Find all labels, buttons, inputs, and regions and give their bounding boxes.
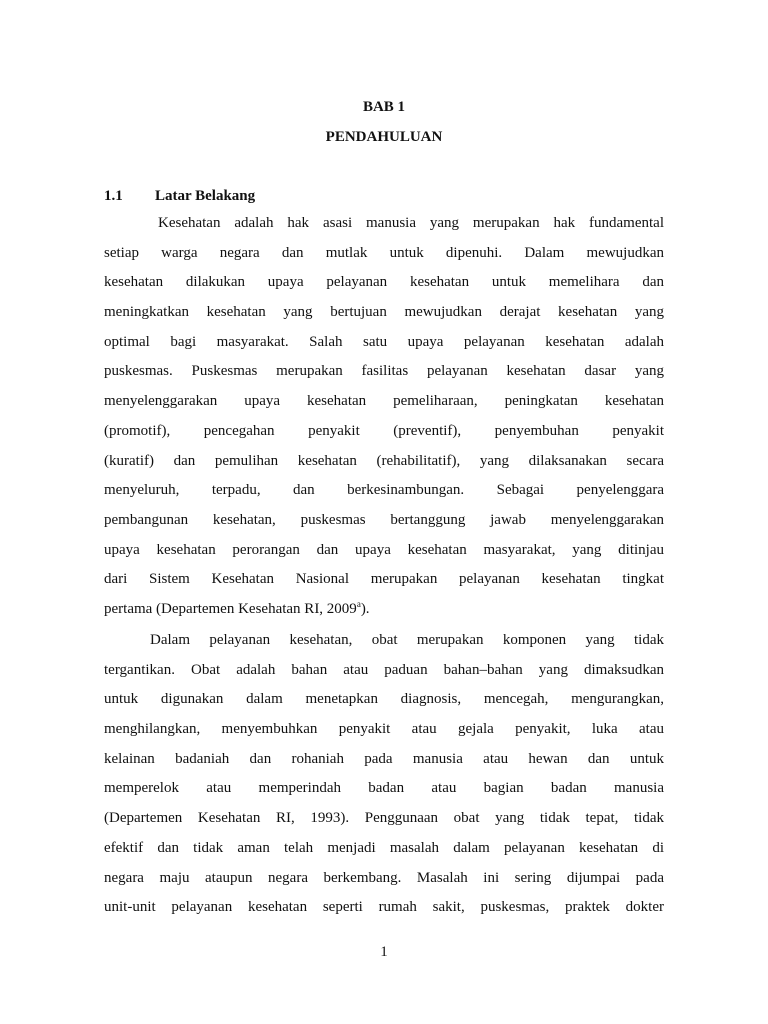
paragraph-line: pembangunan kesehatan, puskesmas bertanggung jawab menyelenggarakan — [104, 511, 664, 528]
citation-close: ). — [360, 600, 370, 617]
paragraph-line: menyelenggarakan upaya kesehatan pemeliharaan, peningkatan kesehatan — [104, 393, 664, 410]
paragraph-line: upaya kesehatan perorangan dan upaya kesehatan masyarakat, yang ditinjau — [104, 541, 664, 558]
chapter-title: PENDAHULUAN — [325, 129, 443, 145]
paragraph-2 — [104, 630, 664, 927]
paragraph-line: kesehatan dilakukan upaya pelayanan kesehatan untuk memelihara dan — [104, 274, 664, 291]
section-title: Latar Belakang — [155, 188, 256, 204]
paragraph-line: (kuratif) dan pemulihan kesehatan (rehabilitatif), yang dilaksanakan secara — [104, 452, 664, 469]
paragraph-line: optimal bagi masyarakat. Salah satu upaya pelayanan kesehatan adalah — [104, 333, 664, 350]
paragraph-line: memperelok atau memperindah badan atau bagian badan manusia — [104, 780, 664, 797]
chapter-number: BAB 1 — [362, 99, 406, 115]
paragraph-line: dari Sistem Kesehatan Nasional merupakan pelayanan kesehatan tingkat — [104, 571, 664, 588]
paragraph-line: kelainan badaniah dan rohaniah pada manusia atau hewan dan untuk — [104, 750, 664, 767]
paragraph-line: Dalam pelayanan kesehatan, obat merupakan komponen yang tidak — [150, 632, 664, 648]
paragraph-1 — [104, 213, 664, 629]
paragraph-line: tergantikan. Obat adalah bahan atau paduan bahan–bahan yang dimaksudkan — [104, 661, 664, 678]
paragraph-line: unit-unit pelayanan kesehatan seperti rumah sakit, puskesmas, praktek dokter — [104, 899, 664, 916]
paragraph-line: efektif dan tidak aman telah menjadi masalah dalam pelayanan kesehatan di — [104, 839, 664, 856]
paragraph-last-line — [104, 599, 664, 629]
page-number: 1 — [380, 944, 388, 960]
section-heading — [104, 186, 255, 206]
paragraph-line: untuk digunakan dalam menetapkan diagnosis, mencegah, mengurangkan, — [104, 691, 664, 708]
paragraph-line: menyeluruh, terpadu, dan berkesinambungan. Sebagai penyelenggara — [104, 482, 664, 499]
paragraph-line: setiap warga negara dan mutlak untuk dipenuhi. Dalam mewujudkan — [104, 244, 664, 261]
paragraph-line: puskesmas. Puskesmas merupakan fasilitas pelayanan kesehatan dasar yang — [104, 363, 664, 380]
paragraph-line: (Departemen Kesehatan RI, 1993). Penggunaan obat yang tidak tepat, tidak — [104, 810, 664, 827]
section-number: 1.1 — [104, 188, 123, 204]
paragraph-line: menghilangkan, menyembuhkan penyakit atau gejala penyakit, luka atau — [104, 721, 664, 738]
paragraph-line: (promotif), pencegahan penyakit (preventif), penyembuhan penyakit — [104, 422, 664, 439]
paragraph-line: meningkatkan kesehatan yang bertujuan mewujudkan derajat kesehatan yang — [104, 304, 664, 321]
paragraph-line: Kesehatan adalah hak asasi manusia yang merupakan hak fundamental — [158, 215, 664, 231]
paragraph-line: negara maju ataupun negara berkembang. Masalah ini sering dijumpai pada — [104, 869, 664, 886]
citation-superscript: a — [356, 598, 361, 609]
citation-text: pertama (Departemen Kesehatan RI, 2009 — [104, 600, 357, 617]
